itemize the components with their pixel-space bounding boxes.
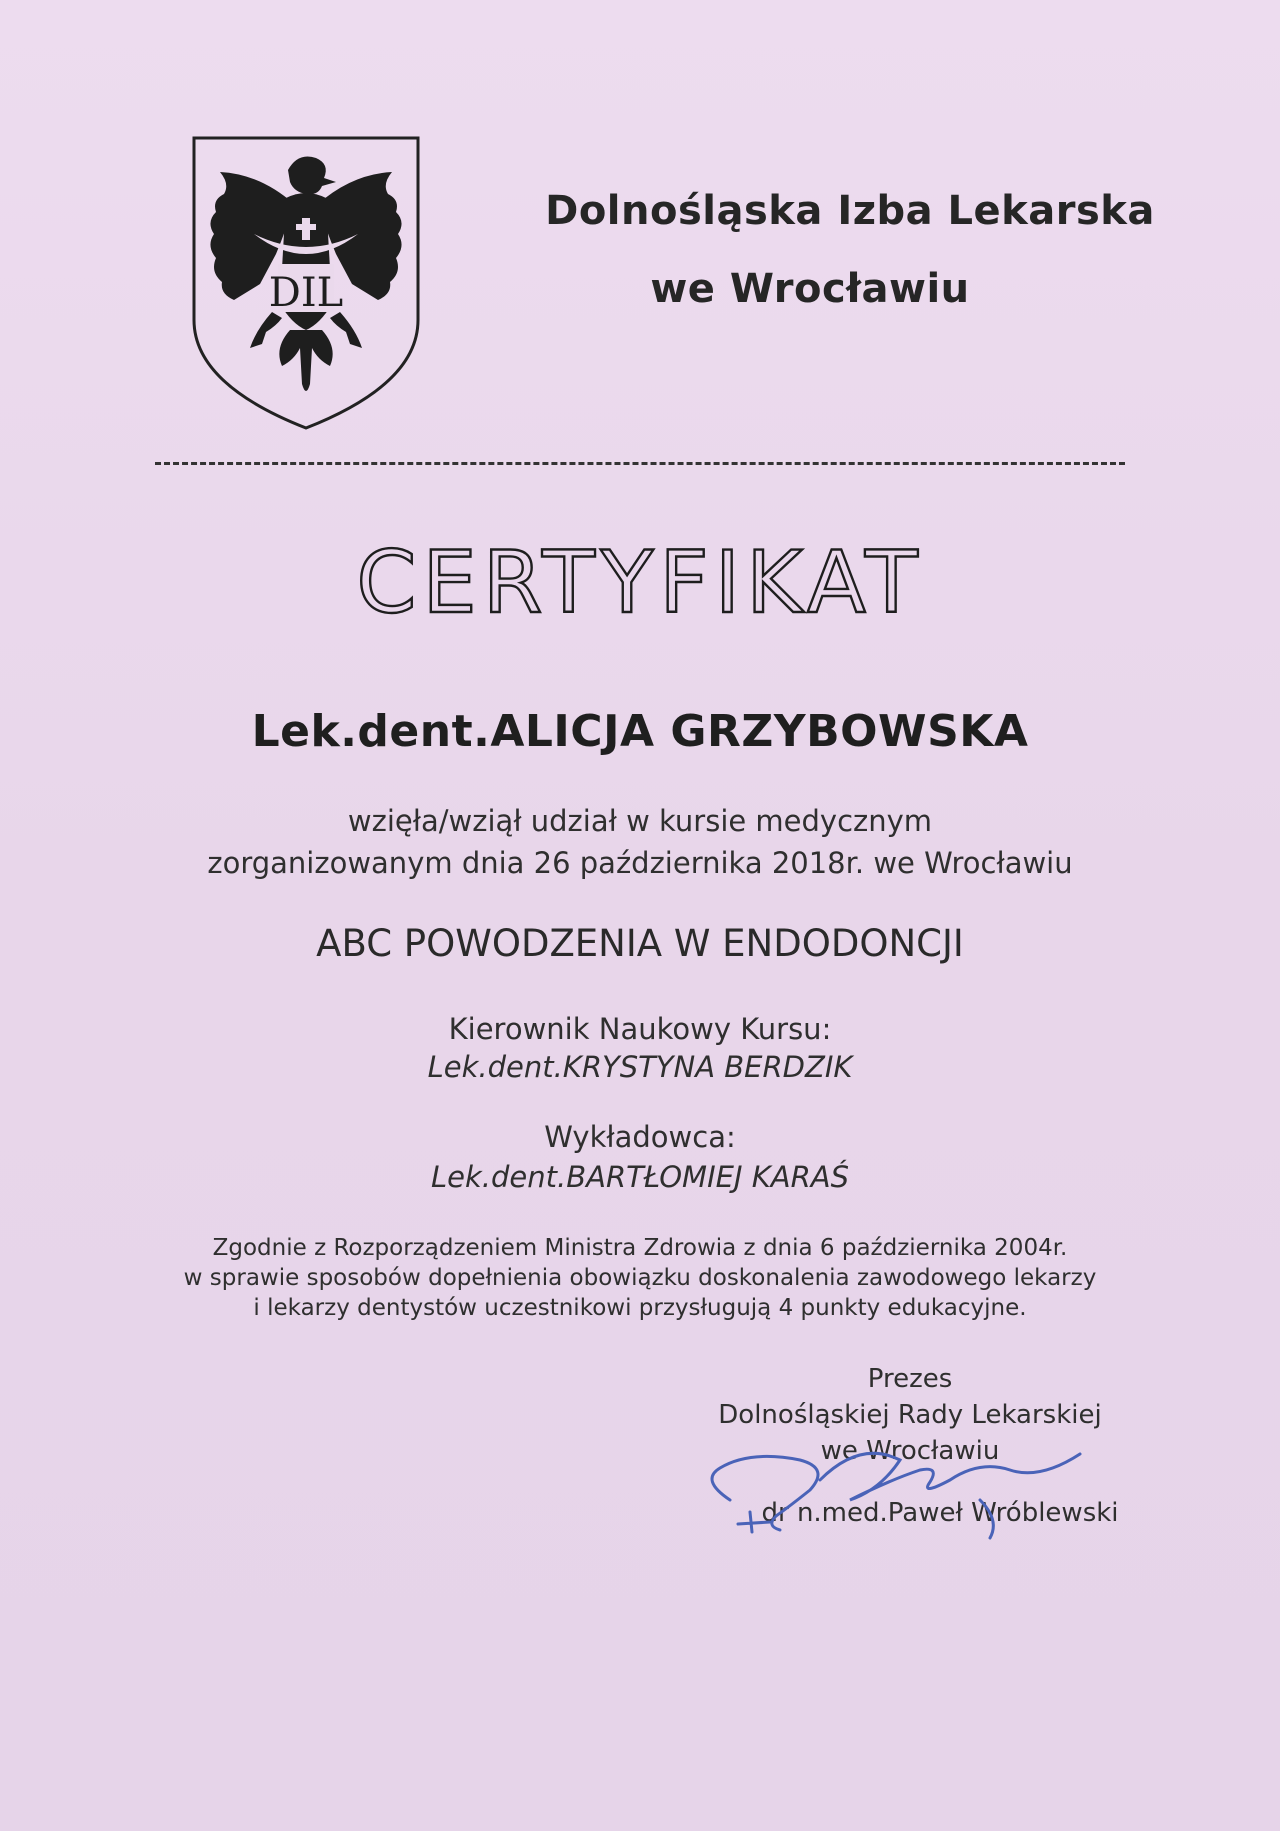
certificate-title: [0, 520, 1280, 640]
recipient-name: Lek.dent.ALICJA GRZYBOWSKA: [251, 706, 1029, 757]
organization-name: Dolnośląska Izba Lekarska: [545, 188, 1155, 234]
certificate-title-text: CERTYFIKAT: [356, 533, 924, 633]
signatory-council: Dolnośląskiej Rady Lekarskiej: [718, 1400, 1102, 1430]
participation-line-2: zorganizowanym dnia 26 października 2018r. we Wrocławiu: [207, 846, 1073, 880]
course-name: ABC POWODZENIA W ENDODONCJI: [316, 922, 964, 965]
organization-city: we Wrocławiu: [650, 266, 970, 312]
legal-note-line-3: i lekarzy dentystów uczestnikowi przysługują 4 punkty edukacyjne.: [253, 1295, 1027, 1321]
legal-note-line-1: Zgodnie z Rozporządzeniem Ministra Zdrowia z dnia 6 października 2004r.: [212, 1235, 1068, 1261]
participation-line-1: wzięła/wziął udział w kursie medycznym: [347, 804, 933, 838]
legal-note-line-2: w sprawie sposobów dopełnienia obowiązku doskonalenia zawodowego lekarzy: [183, 1265, 1097, 1291]
signatory-name: dr n.med.Paweł Wróblewski: [761, 1498, 1119, 1528]
dashed-divider: [155, 462, 1125, 465]
lecturer-label: Wykładowca:: [544, 1120, 736, 1154]
eagle-crest-icon: [190, 134, 422, 432]
signatory-city: we Wrocławiu: [820, 1436, 1000, 1466]
scientific-director-name: Lek.dent.KRYSTYNA BERDZIK: [427, 1050, 853, 1084]
lecturer-name: Lek.dent.BARTŁOMIEJ KARAŚ: [431, 1160, 849, 1194]
handwritten-signature: [680, 1420, 1100, 1550]
scientific-director-label: Kierownik Naukowy Kursu:: [448, 1012, 832, 1046]
signatory-title: Prezes: [867, 1364, 953, 1394]
crest-monogram: DIL: [268, 270, 344, 316]
